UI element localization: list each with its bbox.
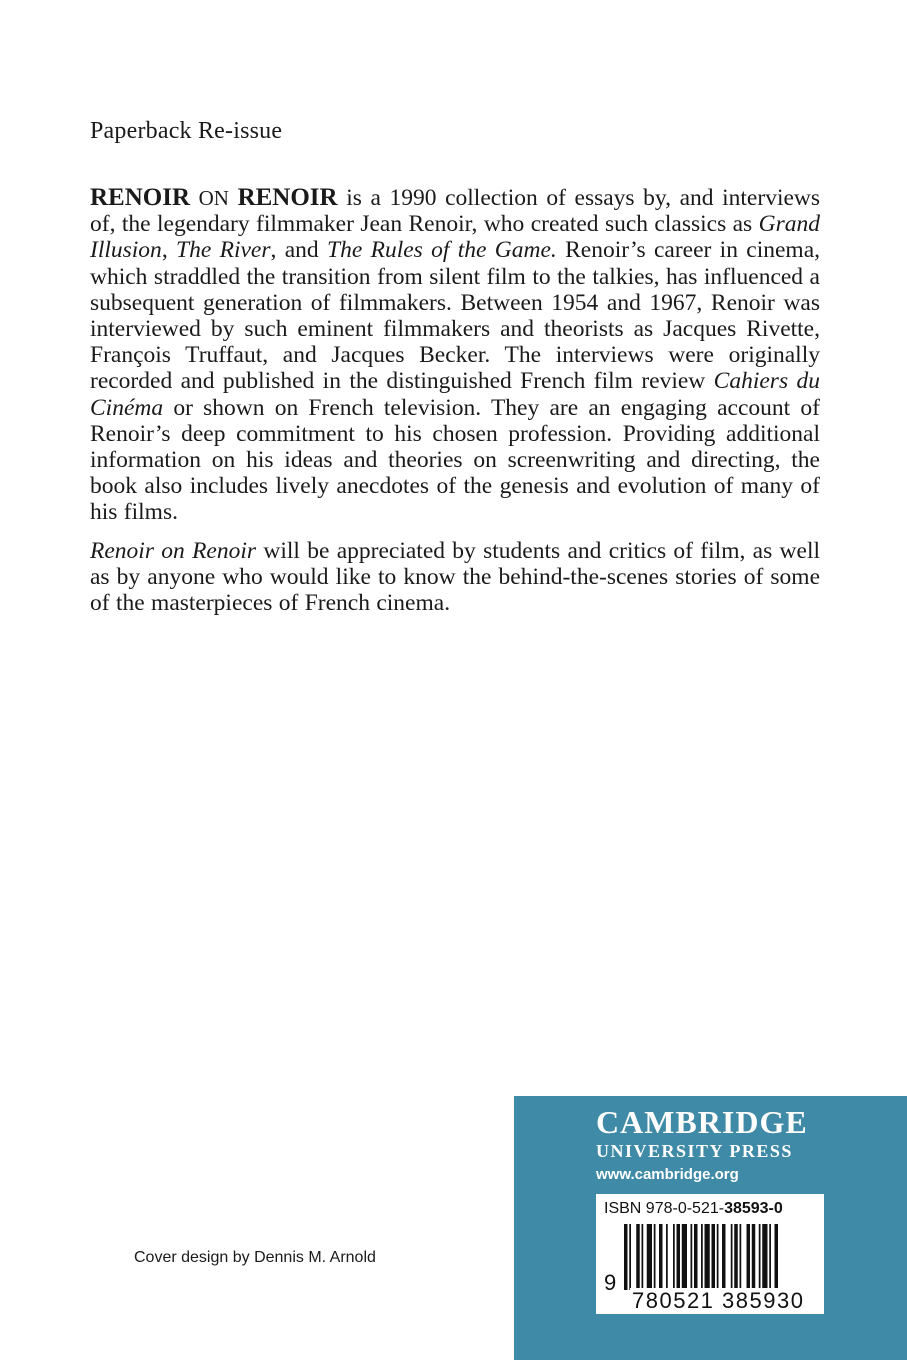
separator: , [161, 237, 177, 264]
film-rules-of-the-game: The Rules of the Game. [327, 237, 557, 264]
barcode-bar [642, 1224, 644, 1290]
barcode-digits: 780521 385930 [632, 1288, 805, 1313]
barcode-bar [705, 1224, 710, 1290]
barcode-bar [762, 1224, 767, 1290]
isbn-card [596, 1194, 824, 1314]
separator: , and [270, 237, 327, 264]
blurb-text-d: will be appreciated by students and critics of film, as well as by anyone who would like to know the behind-the-scenes stories of some of the masterpieces of French cinema. [90, 537, 820, 617]
barcode-bar [694, 1224, 698, 1290]
publisher-url: www.cambridge.org [596, 1166, 739, 1183]
barcode-bar [712, 1224, 716, 1290]
barcode-bar [666, 1224, 668, 1290]
barcode-bar [673, 1224, 675, 1290]
barcode-bar [624, 1224, 628, 1290]
film-the-river: The River [176, 237, 271, 264]
barcode-bar [747, 1224, 751, 1290]
blurb-text-c: or shown on French television. They are an engaging account of Renoir’s deep commitment to his chosen profession. Providing additional information on his ideas and theories on screenwriting and directing, the book also includes lively anecdotes of the genesis and evolution of many of his films. [90, 394, 820, 526]
review-title: Cahiers du Cinéma [90, 368, 820, 421]
edition-label: Paperback Re-issue [90, 118, 283, 144]
barcode-bar [752, 1224, 756, 1290]
barcode-bar [734, 1224, 738, 1290]
barcode-bar [691, 1224, 693, 1290]
barcode-icon [624, 1224, 820, 1290]
blurb-paragraph-1 [90, 185, 820, 526]
barcode-bar [731, 1224, 733, 1290]
barcode-bar [659, 1224, 663, 1290]
cover-design-credit: Cover design by Dennis M. Arnold [134, 1249, 376, 1266]
barcode-bar [759, 1224, 761, 1290]
publisher-press: UNIVERSITY PRESS [596, 1141, 793, 1161]
publisher-name: CAMBRIDGE [596, 1104, 808, 1140]
barcode-bar [677, 1224, 681, 1290]
barcode-bar [717, 1224, 719, 1290]
barcode-bar [647, 1224, 652, 1290]
back-cover-blurb [90, 185, 820, 616]
barcode-bar [775, 1224, 779, 1290]
barcode-bar [682, 1224, 687, 1290]
title-renoir-1: RENOIR [90, 184, 191, 211]
title-renoir-2: RENOIR [237, 184, 338, 211]
isbn-text [604, 1200, 783, 1218]
barcode-bar [722, 1224, 726, 1290]
title-on: ON [198, 186, 229, 210]
barcode-lead-digit: 9 [604, 1270, 617, 1295]
barcode-bar [701, 1224, 703, 1290]
barcode-bar [629, 1224, 631, 1290]
blurb-text-a: is a 1990 collection of essays by, and interviews of, the legendary filmmaker Jean Renoir, who created such classics as [90, 185, 821, 238]
blurb-text-b: Renoir’s career in cinema, which straddled the transition from silent film to the talkies, has influenced a subsequent generation of filmmakers. Between 1954 and 1967, Renoir was interviewed by such eminent filmmakers and theorists as Jacques Rivette, François Truffaut, and Jacques Becker. The interviews were originally recorded and published in the distinguished French film review [90, 237, 821, 395]
film-grand-illusion: Grand Illusion [90, 211, 820, 264]
book-title-italic: Renoir on Renoir [90, 537, 257, 564]
barcode-bar [654, 1224, 656, 1290]
blurb-paragraph-2 [90, 538, 820, 617]
isbn-prefix: ISBN 978-0-521- [604, 1200, 725, 1217]
barcode-bar [740, 1224, 742, 1290]
barcode-bar [636, 1224, 640, 1290]
isbn-bold: 38593-0 [724, 1200, 783, 1217]
barcode-bar [769, 1224, 771, 1290]
